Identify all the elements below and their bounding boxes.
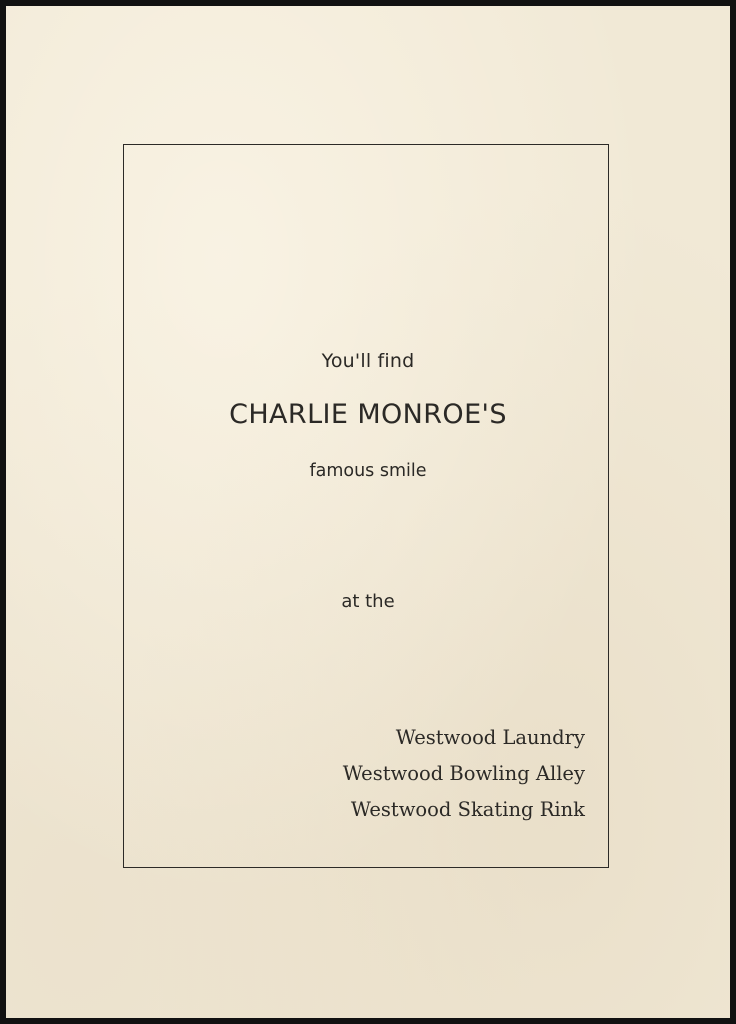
yearbook-page	[6, 6, 730, 1018]
ad-headline-name: CHARLIE MONROE'S	[229, 399, 507, 430]
location-list	[343, 720, 585, 828]
location-bowling-alley: Westwood Bowling Alley	[342, 762, 585, 785]
location-laundry: Westwood Laundry	[395, 726, 585, 749]
location-skating-rink: Westwood Skating Rink	[350, 798, 585, 821]
ad-intro-text: You'll find	[321, 350, 415, 372]
ad-tagline: famous smile	[309, 461, 427, 481]
ad-connector-text: at the	[341, 591, 395, 612]
